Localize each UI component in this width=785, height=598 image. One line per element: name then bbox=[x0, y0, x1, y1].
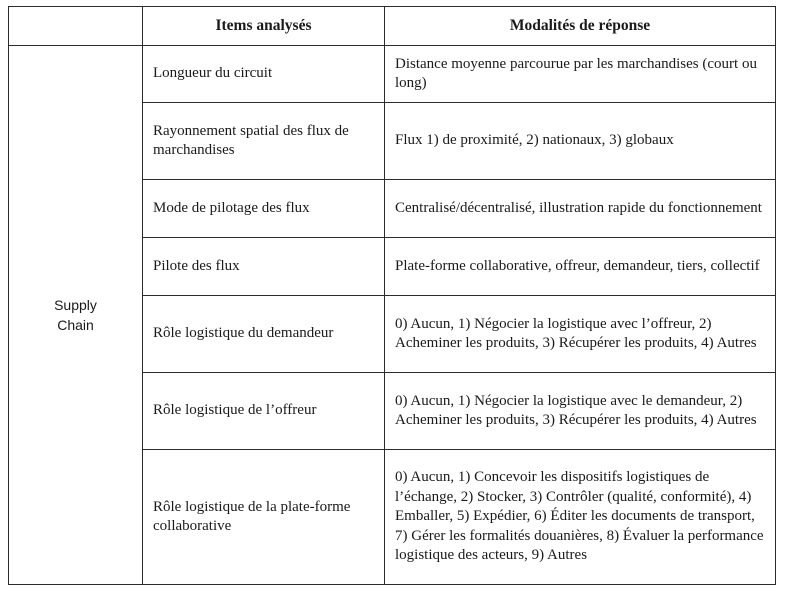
response-cell: 0) Aucun, 1) Concevoir les dispositifs logistiques de l’échange, 2) Stocker, 3) Contrôler (qualité, conformité), 4) Emballer, 5) Expédier, 6) Éditer les documents de transport, 7) Gérer les formalités douanières, 8) Évaluer la performance logistique des acteurs, 9) Autres bbox=[385, 450, 776, 585]
response-cell: Centralisé/décentralisé, illustration rapide du fonctionnement bbox=[385, 180, 776, 238]
header-empty-cell bbox=[9, 7, 143, 46]
group-label-line1: Supply bbox=[54, 297, 97, 313]
item-cell: Rôle logistique de la plate-forme collaborative bbox=[143, 450, 385, 585]
item-cell: Pilote des flux bbox=[143, 238, 385, 296]
group-label-line2: Chain bbox=[57, 317, 94, 333]
header-modalites-reponse: Modalités de réponse bbox=[385, 7, 776, 46]
supply-chain-table bbox=[8, 6, 776, 585]
item-cell: Rayonnement spatial des flux de marchandises bbox=[143, 103, 385, 180]
response-cell: Distance moyenne parcourue par les marchandises (court ou long) bbox=[385, 46, 776, 103]
item-cell: Rôle logistique de l’offreur bbox=[143, 373, 385, 450]
response-cell: Plate-forme collaborative, offreur, demandeur, tiers, collectif bbox=[385, 238, 776, 296]
response-cell: Flux 1) de proximité, 2) nationaux, 3) globaux bbox=[385, 103, 776, 180]
group-label-cell bbox=[9, 46, 143, 585]
response-cell: 0) Aucun, 1) Négocier la logistique avec l’offreur, 2) Acheminer les produits, 3) Récupérer les produits, 4) Autres bbox=[385, 296, 776, 373]
item-cell: Rôle logistique du demandeur bbox=[143, 296, 385, 373]
response-cell: 0) Aucun, 1) Négocier la logistique avec le demandeur, 2) Acheminer les produits, 3) Récupérer les produits, 4) Autres bbox=[385, 373, 776, 450]
table-row bbox=[9, 46, 776, 103]
table-header-row bbox=[9, 7, 776, 46]
item-cell: Mode de pilotage des flux bbox=[143, 180, 385, 238]
item-cell: Longueur du circuit bbox=[143, 46, 385, 103]
header-items-analyses: Items analysés bbox=[143, 7, 385, 46]
